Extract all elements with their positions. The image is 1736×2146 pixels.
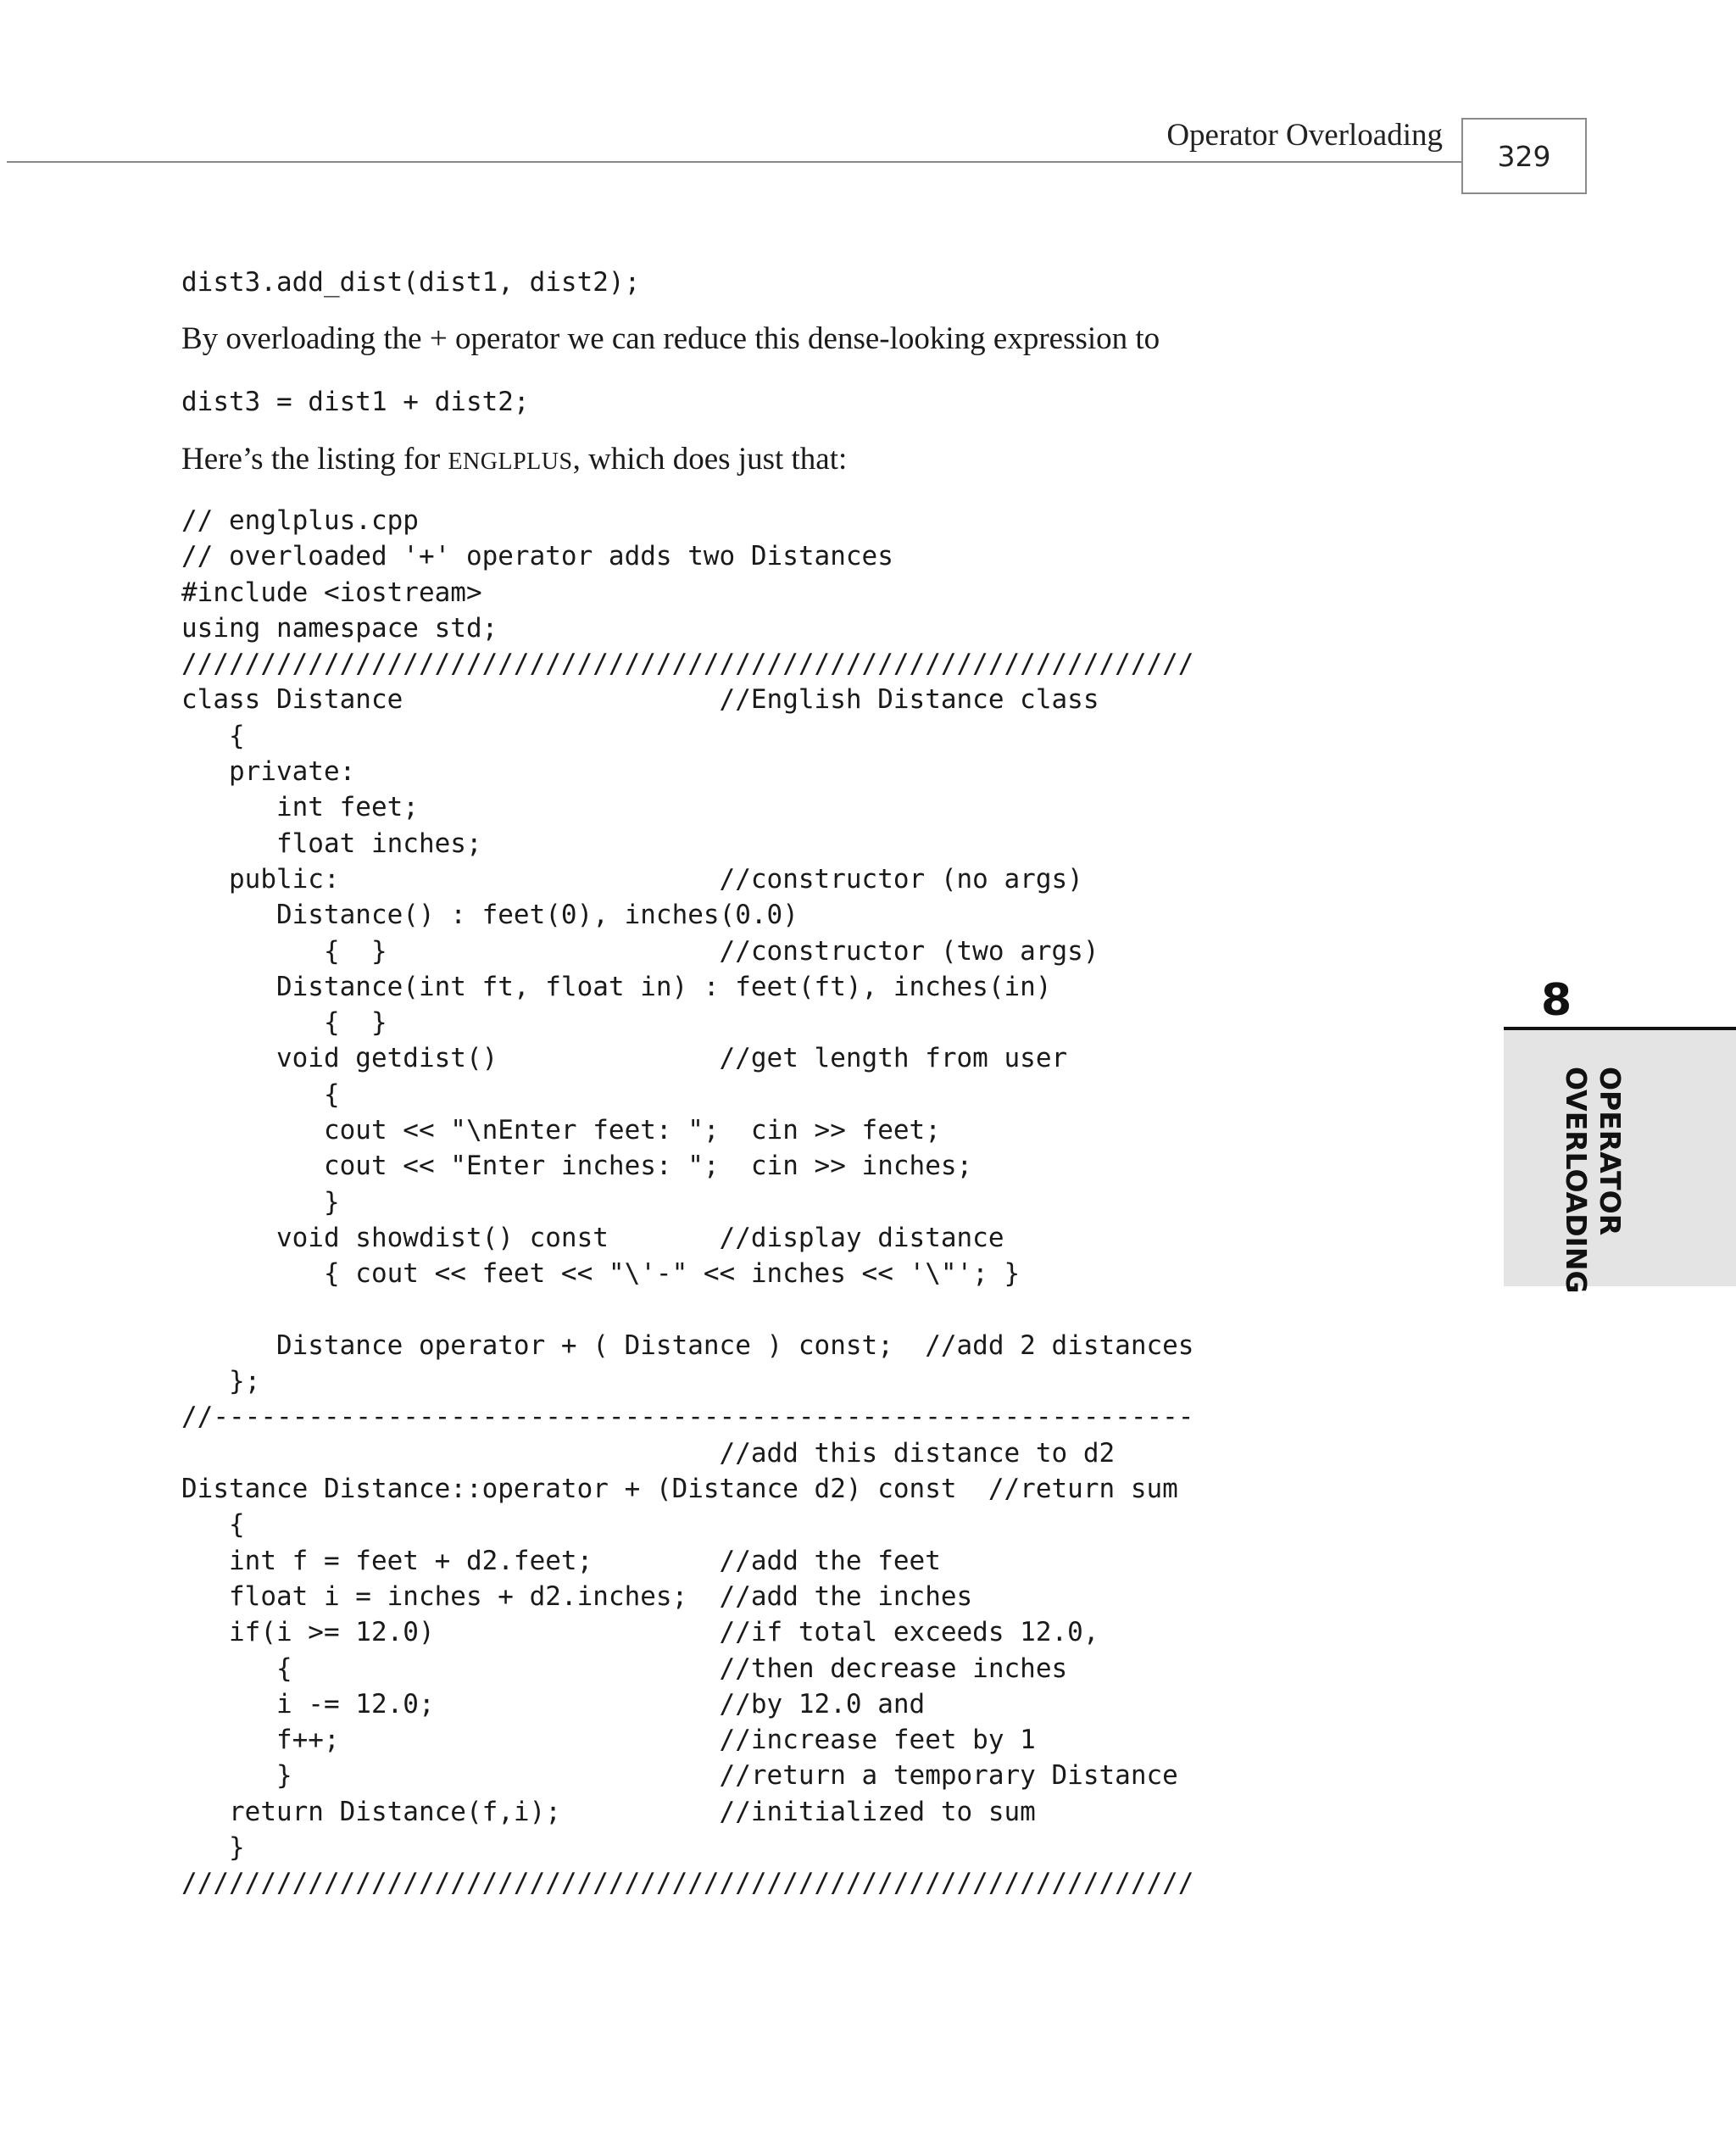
chapter-label-line1: OPERATOR bbox=[1594, 1067, 1627, 1236]
paragraph-text-before: Here’s the listing for bbox=[181, 442, 448, 477]
paragraph-listing-intro bbox=[181, 441, 847, 477]
running-header-title: Operator Overloading bbox=[1166, 118, 1443, 153]
paragraph-overloading: By overloading the + operator we can reduce this dense-looking expression to bbox=[181, 321, 1160, 356]
chapter-label-line2: OVERLOADING bbox=[1560, 1067, 1593, 1294]
code-line-dist3-sum: dist3 = dist1 + dist2; bbox=[181, 387, 530, 417]
header-rule bbox=[7, 161, 1461, 163]
program-name: ENGLPLUS bbox=[448, 449, 573, 475]
code-listing-englplus: // englplus.cpp // overloaded '+' operator adds two Distances #include <iostream> using namespace std; //////////////////////////////////////////////////////////////// class Distance //English Distance class { private: int feet; float inches; public: //constructor (no args) Distance() : feet(0), inches(0.0) { } //constructor (two args) Distance(int ft, float in) : feet(ft), inches(in) { } void getdist() //get length from user { cout << "\nEnter feet: "; cin >> feet; cout << "Enter inches: "; cin >> inches; } void showdist() const //display distance { cout << feet << "\'-" << inches << '\"'; } Distance operator + ( Distance ) const; //add 2 distances }; //-------------------------------------------------------------- //add this distance to d2 Distance Distance::operator + (Distance d2) const //return sum { int f = feet + d2.feet; //add the feet float i = inches + d2.inches; //add the inches if(i >= 12.0) //if total exceeds 12.0, { //then decrease inches i -= 12.0; //by 12.0 and f++; //increase feet by 1 } //return a temporary Distance return Distance(f,i); //initialized to sum } //////////////////////////////////////////////////////////////// bbox=[181, 505, 1194, 1899]
paragraph-text-after: , which does just that: bbox=[572, 442, 848, 477]
chapter-label bbox=[1550, 1067, 1627, 1294]
page-number: 329 bbox=[1461, 118, 1587, 194]
chapter-number: 8 bbox=[1541, 975, 1572, 1026]
code-line-add-dist: dist3.add_dist(dist1, dist2); bbox=[181, 267, 641, 298]
